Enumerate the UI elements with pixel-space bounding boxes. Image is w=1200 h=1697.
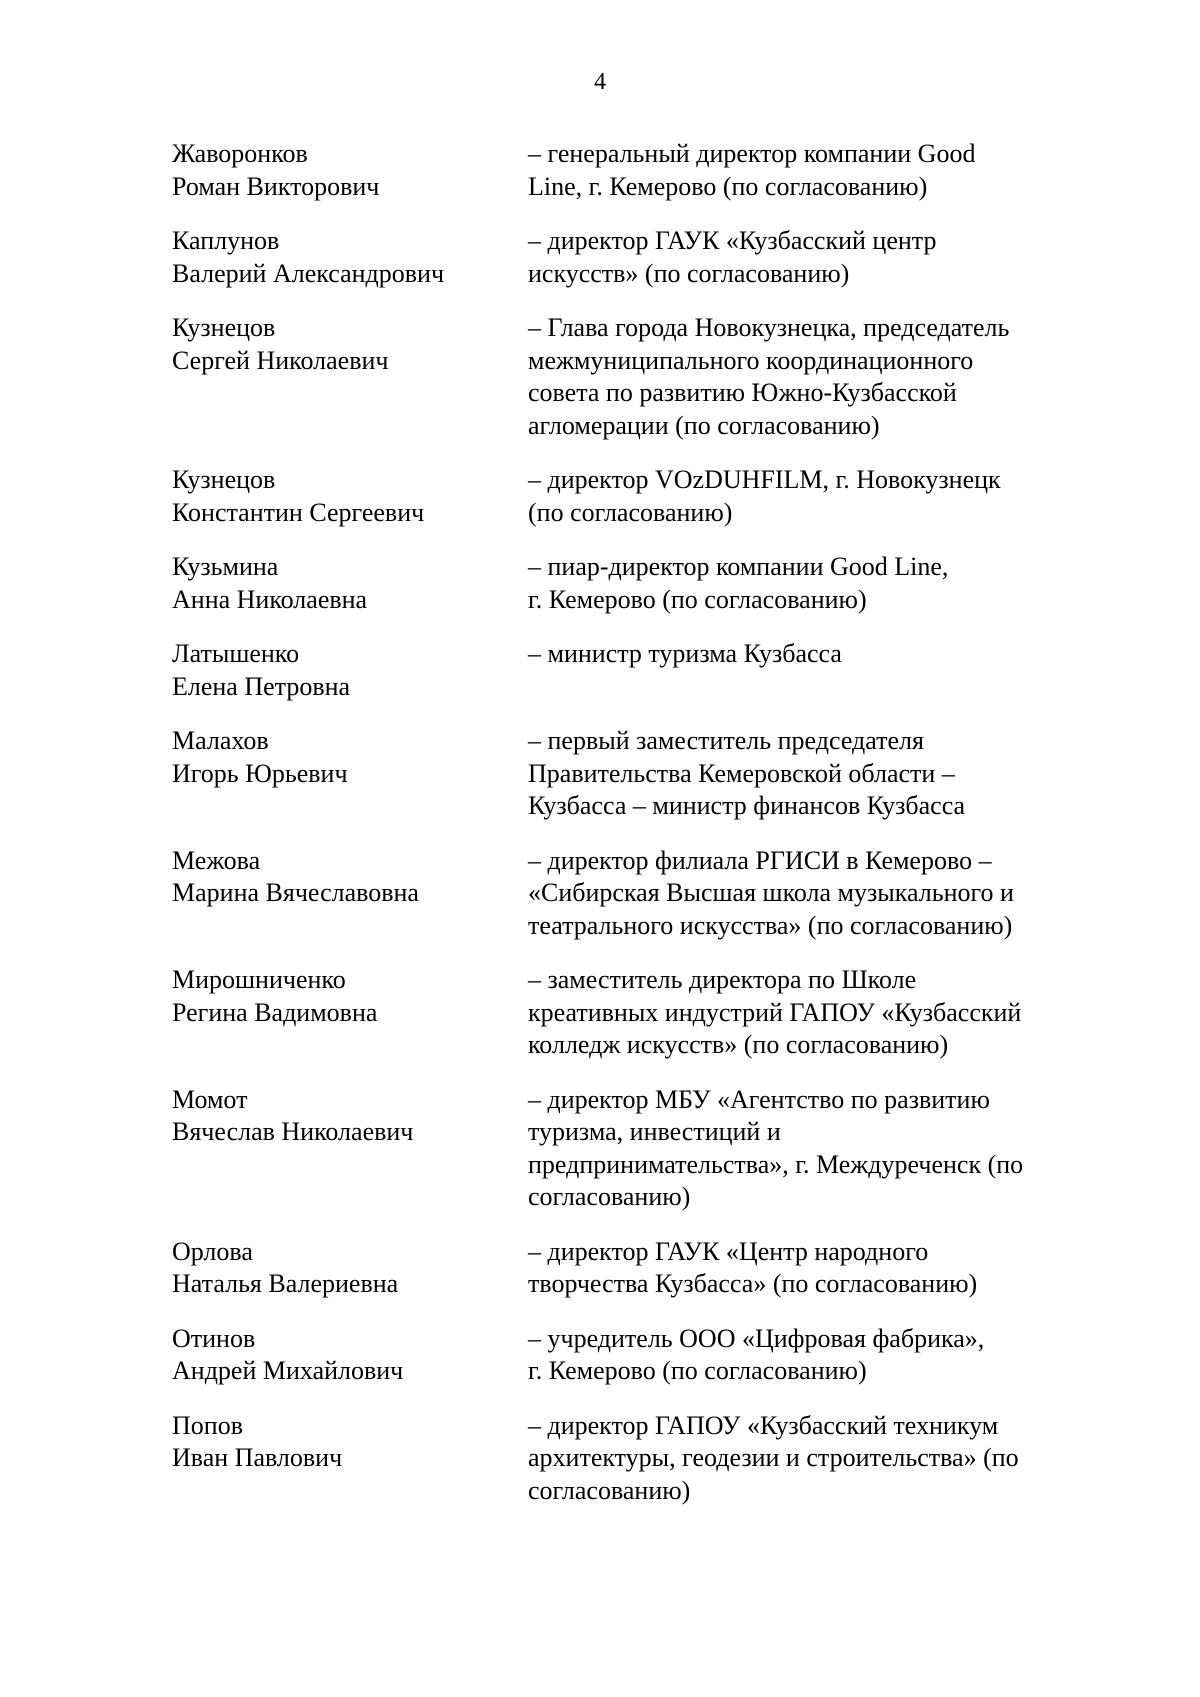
member-role bbox=[528, 138, 1092, 203]
member-entry bbox=[172, 464, 1092, 529]
member-given-names: Валерий Александрович bbox=[172, 258, 445, 288]
member-role-line: – пиар-директор компании Good Line, bbox=[528, 552, 949, 581]
member-entry bbox=[172, 725, 1092, 823]
member-role bbox=[528, 725, 1092, 823]
member-list bbox=[172, 138, 1092, 1529]
member-name bbox=[172, 464, 528, 529]
member-role bbox=[528, 225, 1092, 290]
member-entry bbox=[172, 312, 1092, 442]
member-role-line: – заместитель директора по Школе bbox=[528, 965, 917, 994]
member-given-names: Елена Петровна bbox=[172, 671, 351, 701]
member-given-names: Вячеслав Николаевич bbox=[172, 1117, 414, 1146]
member-role bbox=[528, 312, 1092, 442]
member-role-line: туризма, инвестиций и bbox=[528, 1117, 781, 1146]
member-entry bbox=[172, 225, 1092, 290]
member-name bbox=[172, 1084, 528, 1214]
member-name bbox=[172, 1236, 528, 1301]
member-given-names: Марина Вячеславовна bbox=[172, 878, 419, 907]
member-name bbox=[172, 725, 528, 823]
member-name bbox=[172, 312, 528, 442]
member-name bbox=[172, 551, 528, 616]
member-role bbox=[528, 1084, 1092, 1214]
member-role bbox=[528, 551, 1092, 616]
member-name bbox=[172, 1323, 528, 1388]
member-role-line: – первый заместитель председателя bbox=[528, 726, 924, 755]
member-surname: Кузнецов bbox=[172, 313, 276, 342]
member-entry bbox=[172, 1323, 1092, 1388]
member-surname: Отинов bbox=[172, 1323, 256, 1353]
member-entry bbox=[172, 551, 1092, 616]
member-surname: Жаворонков bbox=[172, 139, 308, 168]
member-role-line: архитектуры, геодезии и строительства» (по bbox=[528, 1443, 1019, 1472]
member-role bbox=[528, 464, 1092, 529]
member-surname: Малахов bbox=[172, 726, 269, 755]
member-role-line: Line, г. Кемерово (по согласованию) bbox=[528, 171, 928, 201]
member-name bbox=[172, 225, 528, 290]
member-surname: Межова bbox=[172, 845, 261, 875]
member-name bbox=[172, 845, 528, 943]
member-given-names: Наталья Валериевна bbox=[172, 1269, 399, 1298]
member-role-line: (по согласованию) bbox=[528, 497, 733, 527]
member-given-names: Игорь Юрьевич bbox=[172, 758, 348, 788]
member-surname: Попов bbox=[172, 1410, 243, 1440]
member-role-line: искусств» (по согласованию) bbox=[528, 258, 850, 288]
member-role bbox=[528, 638, 1092, 703]
member-role-line: согласованию) bbox=[528, 1475, 691, 1505]
member-role-line: «Сибирская Высшая школа музыкального и bbox=[528, 878, 1014, 907]
member-role bbox=[528, 845, 1092, 943]
member-entry bbox=[172, 1410, 1092, 1508]
member-name bbox=[172, 964, 528, 1062]
member-given-names: Роман Викторович bbox=[172, 171, 380, 201]
member-entry bbox=[172, 1236, 1092, 1301]
member-role-line: согласованию) bbox=[528, 1182, 691, 1211]
member-surname: Орлова bbox=[172, 1236, 253, 1266]
member-role-line: г. Кемерово (по согласованию) bbox=[528, 1356, 867, 1385]
member-role-line: Правительства Кемеровской области – bbox=[528, 758, 955, 788]
member-role-line: – директор ГАУК «Центр народного bbox=[528, 1236, 929, 1266]
member-entry bbox=[172, 1084, 1092, 1214]
member-given-names: Константин Сергеевич bbox=[172, 497, 425, 527]
member-name bbox=[172, 638, 528, 703]
member-given-names: Регина Вадимовна bbox=[172, 997, 378, 1027]
member-given-names: Андрей Михайлович bbox=[172, 1356, 404, 1385]
member-role-line: г. Кемерово (по согласованию) bbox=[528, 584, 867, 614]
member-role-line: колледж искусств» (по согласованию) bbox=[528, 1030, 949, 1059]
member-role-line: творчества Кузбасса» (по согласованию) bbox=[528, 1269, 978, 1298]
member-surname: Каплунов bbox=[172, 226, 280, 255]
member-role-line: – Глава города Новокузнецка, председатель bbox=[528, 313, 1010, 342]
member-entry bbox=[172, 964, 1092, 1062]
member-role bbox=[528, 964, 1092, 1062]
member-role-line: – генеральный директор компании Good bbox=[528, 139, 976, 168]
member-given-names: Иван Павлович bbox=[172, 1443, 343, 1472]
member-role-line: театрального искусства» (по согласованию) bbox=[528, 910, 1013, 940]
member-entry bbox=[172, 638, 1092, 703]
member-surname: Латышенко bbox=[172, 639, 300, 668]
member-given-names: Сергей Николаевич bbox=[172, 345, 389, 375]
member-role-line: – директор VOzDUHFILM, г. Новокузнецк bbox=[528, 465, 1001, 494]
member-role-line: – директор ГАУК «Кузбасский центр bbox=[528, 226, 937, 255]
member-role-line: – учредитель ООО «Цифровая фабрика», bbox=[528, 1323, 985, 1353]
member-role-line: – министр туризма Кузбасса bbox=[528, 639, 842, 668]
member-name bbox=[172, 1410, 528, 1508]
member-surname: Мирошниченко bbox=[172, 965, 346, 994]
member-surname: Кузнецов bbox=[172, 465, 276, 494]
page-number: 4 bbox=[594, 69, 606, 95]
member-role bbox=[528, 1410, 1092, 1508]
member-role-line: – директор МБУ «Агентство по развитию bbox=[528, 1084, 990, 1114]
member-entry bbox=[172, 845, 1092, 943]
member-name bbox=[172, 138, 528, 203]
member-role-line: предпринимательства», г. Междуреченск (по bbox=[528, 1149, 1024, 1179]
member-role-line: межмуниципального координационного bbox=[528, 345, 974, 375]
member-role-line: совета по развитию Южно-Кузбасской bbox=[528, 378, 957, 407]
member-role bbox=[528, 1236, 1092, 1301]
member-surname: Момот bbox=[172, 1084, 248, 1114]
member-role-line: агломерации (по согласованию) bbox=[528, 410, 880, 440]
member-entry bbox=[172, 138, 1092, 203]
member-surname: Кузьмина bbox=[172, 552, 279, 581]
member-role-line: – директор ГАПОУ «Кузбасский техникум bbox=[528, 1410, 999, 1440]
member-role-line: – директор филиала РГИСИ в Кемерово – bbox=[528, 845, 992, 875]
member-role-line: креативных индустрий ГАПОУ «Кузбасский bbox=[528, 997, 1022, 1027]
member-role-line: Кузбасса – министр финансов Кузбасса bbox=[528, 791, 966, 820]
member-given-names: Анна Николаевна bbox=[172, 584, 368, 614]
member-role bbox=[528, 1323, 1092, 1388]
